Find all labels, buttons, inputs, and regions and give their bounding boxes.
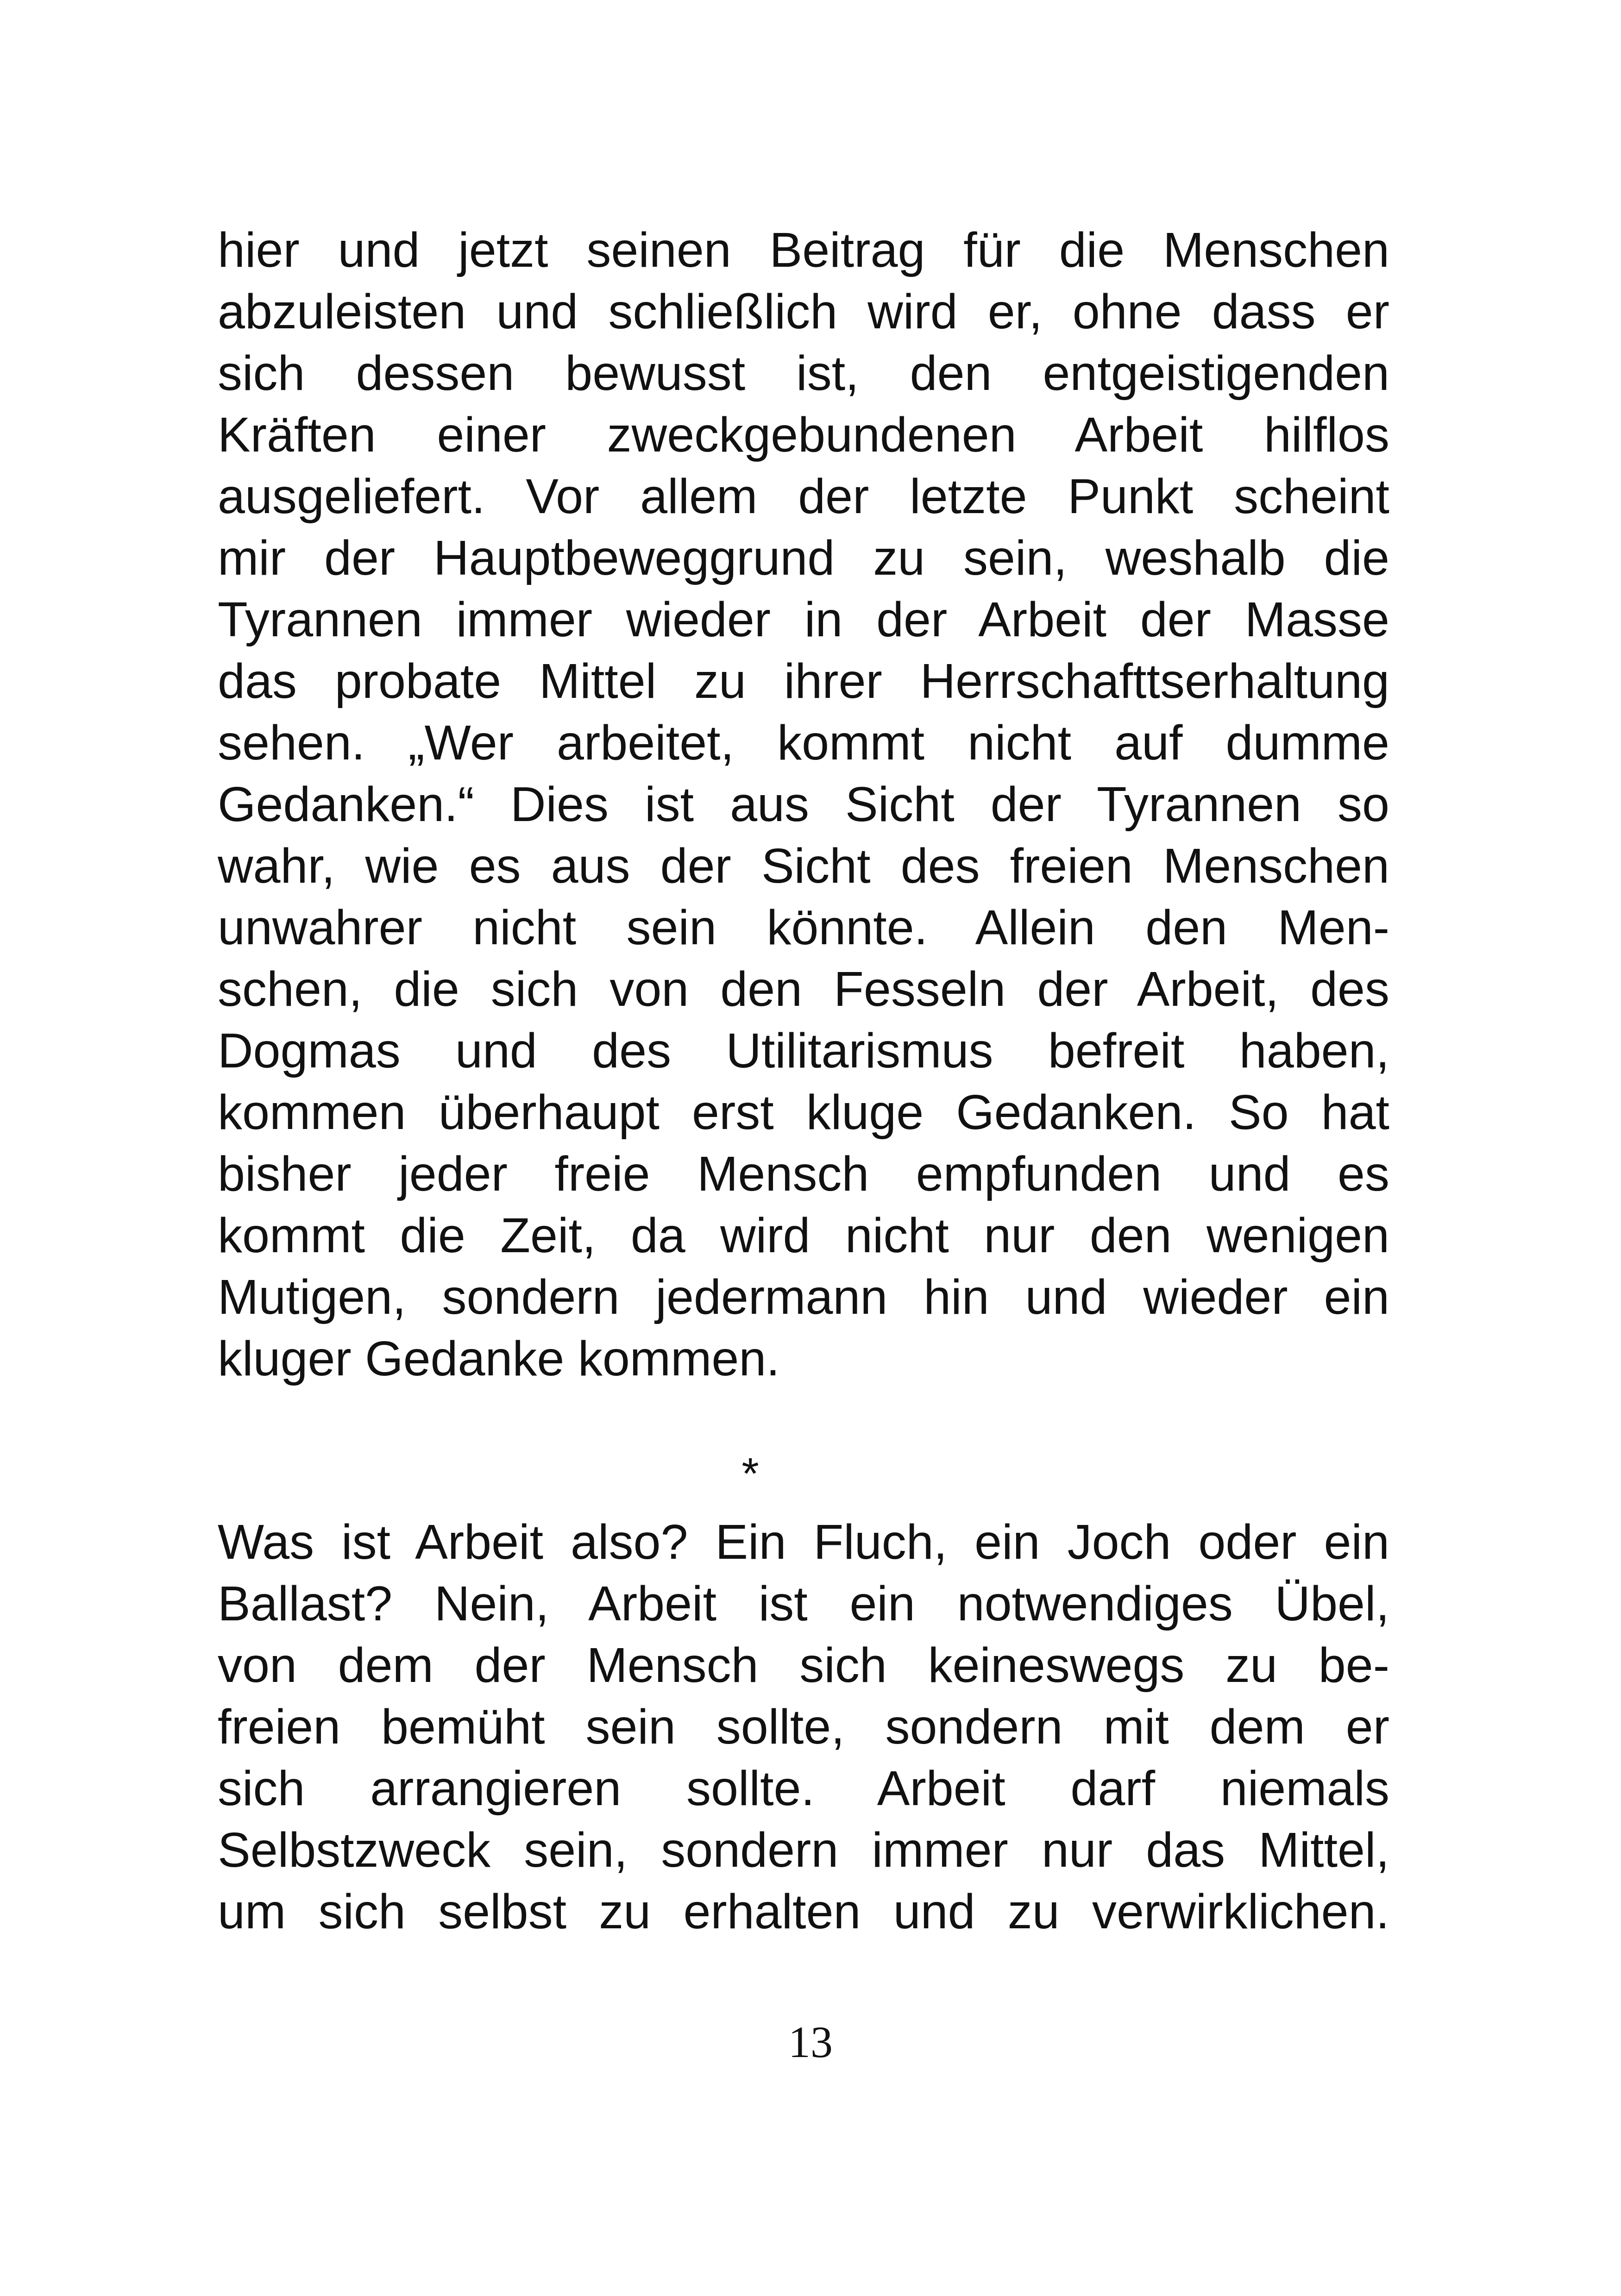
text-line: Was ist Arbeit also? Ein Fluch, ein Joch oder ein (218, 1515, 1389, 1569)
text-line: abzuleisten und schließlich wird er, ohne dass er (218, 284, 1389, 339)
text-line: kommen überhaupt erst kluge Gedanken. So hat (218, 1085, 1389, 1140)
text-line: sehen. „Wer arbeitet, kommt nicht auf dumme (218, 715, 1389, 770)
section-separator: * (741, 1449, 759, 1499)
page-number: 13 (788, 2017, 833, 2067)
text-line: Ballast? Nein, Arbeit ist ein notwendiges Übel, (218, 1576, 1389, 1631)
text-line: Selbstzweck sein, sondern immer nur das Mittel, (218, 1823, 1389, 1877)
text-line: von dem der Mensch sich keineswegs zu be- (218, 1638, 1389, 1693)
paragraph-2 (218, 1512, 1389, 1943)
text-line: unwahrer nicht sein könnte. Allein den Men- (218, 900, 1389, 955)
text-line: kluger Gedanke kommen. (218, 1331, 780, 1386)
text-line: das probate Mittel zu ihrer Herrschafttserhaltung (218, 654, 1389, 709)
text-line: ausgeliefert. Vor allem der letzte Punkt scheint (218, 469, 1389, 524)
text-line: kommt die Zeit, da wird nicht nur den wenigen (218, 1208, 1389, 1263)
text-line: Kräften einer zweckgebundenen Arbeit hilflos (218, 408, 1389, 462)
text-line: schen, die sich von den Fesseln der Arbeit, des (218, 962, 1389, 1016)
text-line: Dogmas und des Utilitarismus befreit haben, (218, 1023, 1389, 1078)
text-line: wahr, wie es aus der Sicht des freien Menschen (218, 839, 1389, 893)
text-line: sich arrangieren sollte. Arbeit darf niemals (218, 1761, 1389, 1816)
text-line: Tyrannen immer wieder in der Arbeit der Masse (218, 592, 1389, 647)
text-line: um sich selbst zu erhalten und zu verwirklichen. (218, 1884, 1389, 1939)
paragraph-1 (218, 220, 1389, 1390)
text-line: hier und jetzt seinen Beitrag für die Menschen (218, 223, 1389, 277)
text-line: Mutigen, sondern jedermann hin und wieder ein (218, 1270, 1389, 1324)
text-line: freien bemüht sein sollte, sondern mit dem er (218, 1700, 1389, 1754)
text-line: mir der Hauptbeweggrund zu sein, weshalb die (218, 531, 1389, 585)
text-line: bisher jeder freie Mensch empfunden und es (218, 1147, 1389, 1201)
text-line: Gedanken.“ Dies ist aus Sicht der Tyrannen so (218, 777, 1389, 832)
text-line: sich dessen bewusst ist, den entgeistigenden (218, 346, 1389, 401)
